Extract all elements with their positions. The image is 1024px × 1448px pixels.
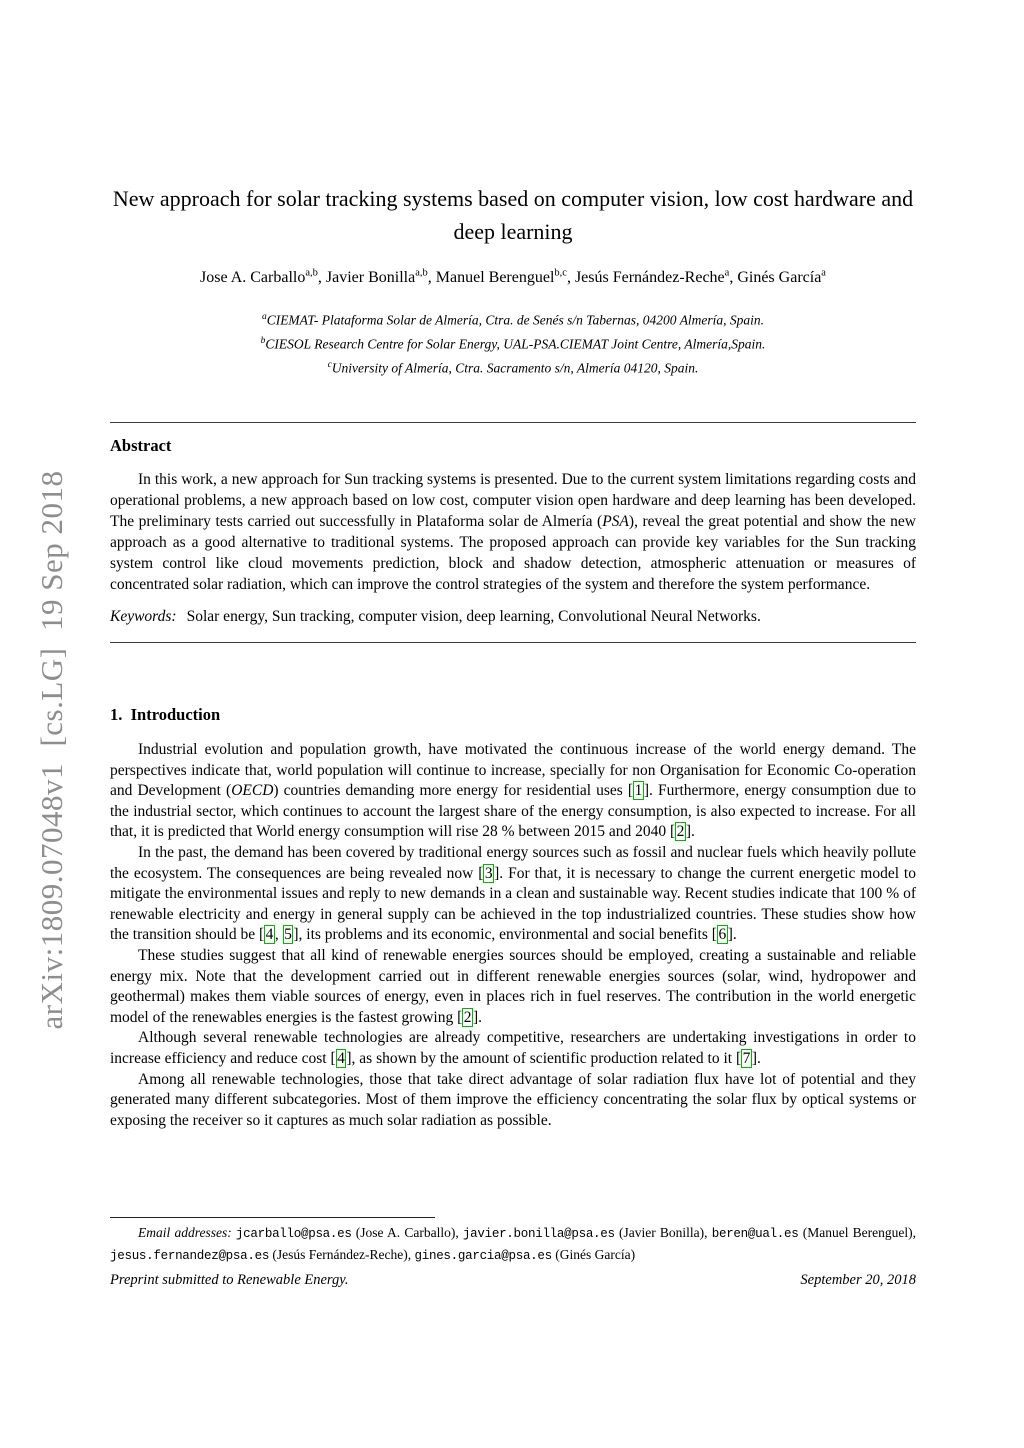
italic-text: OECD bbox=[231, 782, 274, 800]
arxiv-watermark: arXiv:1809.07048v1 [cs.LG] 19 Sep 2018 bbox=[34, 470, 69, 1030]
author-sep: , bbox=[427, 269, 436, 287]
text-run: In the past, the demand has been covered by traditional energy sources such as fossil and nuclear fuels which heavily pollute the ecosystem. The consequences are being revealed now [ bbox=[110, 843, 916, 882]
author-affil-marker: a,b bbox=[415, 268, 428, 279]
text-run: (Jesús Fernández-Reche), bbox=[269, 1246, 415, 1262]
author bbox=[326, 269, 436, 286]
footer-date: September 20, 2018 bbox=[800, 1272, 916, 1288]
author-list bbox=[110, 268, 916, 287]
text-run: ]. Furthermore, energy consumption due to the industrial sector, which continues to account the largest share of the energy consumption, is also expected to increase. For all that, it is predicted that World energy consumption will rise 28 % between 2015 and 2040 [ bbox=[110, 782, 917, 841]
citation-link[interactable]: 4 bbox=[265, 926, 274, 944]
introduction-section bbox=[110, 705, 916, 1131]
affiliation-marker: a bbox=[261, 312, 267, 322]
text-run: ]. bbox=[685, 823, 695, 841]
author bbox=[436, 269, 575, 286]
text-run: (Ginés García) bbox=[551, 1246, 636, 1262]
author-name: Javier Bonilla bbox=[325, 269, 416, 287]
text-run: ]. bbox=[751, 1049, 761, 1067]
footnote-section bbox=[110, 1217, 916, 1266]
citation-link[interactable]: 2 bbox=[463, 1008, 472, 1026]
affiliation-line bbox=[110, 331, 916, 355]
text-run: (Manuel Berenguel), bbox=[798, 1225, 916, 1240]
citation-link[interactable]: 6 bbox=[718, 926, 727, 944]
text-run: (Javier Bonilla), bbox=[614, 1225, 712, 1240]
email-address: gines.garcia@psa.es bbox=[414, 1248, 552, 1263]
author-sep: , bbox=[566, 269, 575, 287]
citation-link[interactable]: 4 bbox=[337, 1049, 345, 1067]
intro-paragraph bbox=[110, 843, 916, 946]
author bbox=[200, 269, 326, 286]
author-affil-marker: b,c bbox=[554, 268, 567, 279]
author-name: Manuel Berenguel bbox=[435, 269, 555, 287]
author-affil-marker: a bbox=[821, 268, 826, 279]
italic-text: Email addresses: bbox=[138, 1225, 236, 1240]
text-run: These studies suggest that all kind of renewable energies sources should be employed, creating a sustainable and reliable energy mix. Note that the development carried out in different renewable energies sources (solar, wind, hydropower and geothermal) makes them viable sources of energy, even in places rich in fuel reserves. The contribution in the world energetic model of the renewables energies is the fastest growing [ bbox=[110, 946, 916, 1026]
affiliation-text: CIEMAT- Plataforma Solar de Almería, Ctra. de Senés s/n Tabernas, 04200 Almería, Spain. bbox=[266, 312, 765, 328]
email-address: beren@ual.es bbox=[711, 1227, 799, 1241]
keywords-label: Keywords: bbox=[110, 608, 177, 625]
author-name: Jesús Fernández-Reche bbox=[574, 269, 725, 287]
affiliation-text: University of Almería, Ctra. Sacramento s/n, Almería 04120, Spain. bbox=[331, 360, 699, 376]
text-run: ], its problems and its economic, environmental and social benefits [ bbox=[293, 926, 717, 944]
text-run: ) countries demanding more energy for residential uses [ bbox=[273, 782, 634, 800]
keywords-line bbox=[110, 606, 916, 627]
author-affil-marker: a bbox=[724, 268, 730, 279]
email-footnote bbox=[110, 1223, 916, 1266]
affiliation-list bbox=[110, 307, 916, 379]
affiliation-text: CIESOL Research Centre for Solar Energy, UAL-PSA.CIEMAT Joint Centre, Almería,Spain. bbox=[265, 336, 766, 352]
author bbox=[737, 269, 826, 286]
footer-preprint-note: Preprint submitted to Renewable Energy. bbox=[110, 1272, 349, 1288]
page-footer bbox=[110, 1272, 916, 1289]
keywords-text: Solar energy, Sun tracking, computer vision, deep learning, Convolutional Neural Networks. bbox=[186, 608, 761, 625]
affiliation-marker: c bbox=[327, 360, 332, 370]
author-name: Ginés García bbox=[737, 269, 822, 287]
text-run: Although several renewable technologies are already competitive, researchers are undertaking investigations in order to increase efficiency and reduce cost [ bbox=[110, 1029, 916, 1067]
intro-paragraph bbox=[110, 1028, 916, 1069]
abstract-bottom-rule bbox=[110, 642, 916, 643]
text-run: ]. bbox=[472, 1008, 483, 1026]
intro-paragraph bbox=[110, 740, 916, 843]
citation-link[interactable]: 3 bbox=[484, 864, 493, 882]
text-run: ], as shown by the amount of scientific production related to it [ bbox=[346, 1049, 742, 1067]
text-run: In this work, a new approach for Sun tracking systems is presented. Due to the current system limitations regarding costs and operational problems, a new approach based on low cost, computer vision open hardware and deep learning has been developed. The preliminary tests carried out successfully in Plataforma solar de Almería ( bbox=[110, 471, 916, 530]
paper-title: New approach for solar tracking systems based on computer vision, low cost hardware and deep learning bbox=[112, 186, 914, 244]
intro-paragraph bbox=[110, 946, 916, 1028]
author-sep: , bbox=[317, 269, 326, 287]
text-run: ]. bbox=[727, 926, 737, 944]
intro-paragraph bbox=[110, 1070, 916, 1132]
text-run: Among all renewable technologies, those that take direct advantage of solar radiation flux have lot of potential and they generated many different subcategories. Most of them improve the efficiency concentrating the solar flux by optical systems or exposing the receiver so it captures as much solar radiation as possible. bbox=[110, 1070, 916, 1129]
affiliation-line bbox=[110, 307, 916, 331]
email-address: jcarballo@psa.es bbox=[235, 1227, 352, 1241]
citation-link[interactable]: 2 bbox=[676, 823, 685, 841]
footnote-rule bbox=[110, 1217, 435, 1218]
text-run: ), reveal the great potential and show the new approach as a good alternative to traditional systems. The proposed approach can provide key variables for the Sun tracking system control like cloud movements prediction, block and shadow detection, atmospheric attenuation or measures of concentrated solar radiation, which can improve the control strategies of the system and therefore the system performance. bbox=[110, 513, 916, 593]
abstract-heading: Abstract bbox=[110, 436, 172, 455]
affiliation-marker: b bbox=[260, 336, 266, 346]
citation-link[interactable]: 5 bbox=[284, 926, 292, 944]
email-address: javier.bonilla@psa.es bbox=[462, 1227, 615, 1241]
text-run: , bbox=[274, 926, 283, 944]
section-heading-introduction: 1. Introduction bbox=[110, 705, 221, 724]
author bbox=[575, 269, 737, 286]
author-name: Jose A. Carballo bbox=[200, 269, 306, 287]
citation-link[interactable]: 7 bbox=[742, 1049, 751, 1067]
affiliation-line bbox=[110, 355, 916, 379]
email-address: jesus.fernandez@psa.es bbox=[110, 1248, 270, 1263]
author-affil-marker: a,b bbox=[305, 268, 318, 279]
text-run: ]. For that, it is necessary to change the current energetic model to mitigate the environmental issues and reply to new demands in a clean and sustainable way. Recent studies indicate that 100 % of renewable electricity and energy in general supply can be achieved in the top industrialized countries. These studies show how the transition should be [ bbox=[110, 864, 916, 944]
abstract-section bbox=[110, 422, 916, 643]
italic-text: PSA bbox=[602, 513, 629, 530]
abstract-body bbox=[110, 469, 916, 595]
text-run: (Jose A. Carballo), bbox=[351, 1225, 463, 1240]
abstract-top-rule bbox=[110, 422, 916, 423]
text-run: Industrial evolution and population growth, have motivated the continuous increase of the world energy demand. The perspectives indicate that, world population will continue to increase, specially for non Organisation for Economic Co-operation and Development ( bbox=[110, 741, 916, 800]
author-sep: , bbox=[729, 269, 738, 287]
citation-link[interactable]: 1 bbox=[634, 782, 643, 800]
